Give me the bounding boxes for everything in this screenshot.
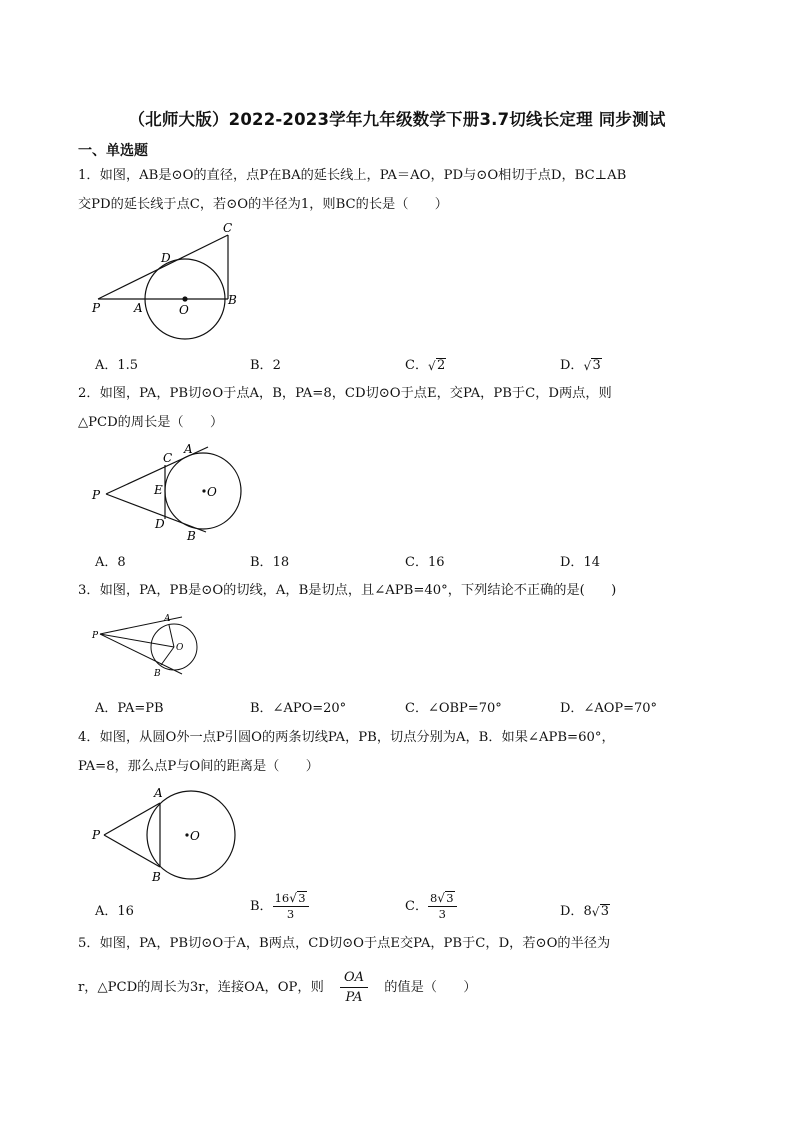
question-1-figure (88, 218, 248, 346)
q1-label-a: A (134, 301, 143, 315)
question-1-text (78, 161, 718, 219)
q3-option-d[interactable]: D．∠AOP=70° (560, 701, 658, 716)
q1-label-c: C (223, 221, 233, 235)
question-2-line-1: 2．如图，PA，PB切⊙O于点A，B，PA=8，CD切⊙O于点E，交PA，PB于C，D两点，则 (78, 386, 612, 401)
q4-option-a[interactable]: A．16 (95, 904, 134, 919)
q4-tangent-pb (104, 835, 160, 867)
q3-tangent-pb (100, 634, 182, 674)
question-4-text (78, 723, 718, 781)
q1-label-b: B (228, 293, 237, 307)
question-3-text (78, 576, 718, 605)
question-2-line-2: △PCD的周长是（ ） (78, 415, 224, 430)
q3-label-a: A (164, 614, 171, 624)
q3-line-po (100, 634, 174, 647)
q3-option-b[interactable]: B．∠APO=20° (250, 701, 347, 716)
q2-option-b[interactable]: B．18 (250, 555, 290, 570)
q2-option-a[interactable]: A．8 (95, 555, 126, 570)
q3-label-o: O (176, 643, 184, 653)
q3-radius-ob (161, 647, 174, 665)
q2-label-d: D (155, 517, 165, 531)
section-heading: 一、单选题 (78, 143, 148, 159)
question-1-line-1: 1．如图，AB是⊙O的直径，点P在BA的延长线上，PA＝AO，PD与⊙O相切于点D，BC⊥AB (78, 168, 627, 183)
q2-label-p: P (92, 488, 101, 502)
question-4-line-1: 4．如图，从圆O外一点P引圆O的两条切线PA，PB，切点分别为A，B．如果∠APB=60°， (78, 730, 615, 745)
q2-label-a: A (184, 442, 193, 456)
question-2-figure (88, 440, 248, 545)
q2-label-o: O (207, 485, 217, 499)
q4-label-b: B (152, 870, 161, 884)
question-5-line-1: 5．如图，PA，PB切⊙O于A，B两点，CD切⊙O于点E交PA，PB于C，D，若⊙O的半径为 (78, 936, 611, 951)
q2-option-c[interactable]: C．16 (405, 555, 445, 570)
q4-tangent-pa (104, 803, 160, 835)
question-4-line-2: PA=8，那么点P与O间的距离是（ ） (78, 759, 319, 774)
q5-fraction: $\frac{OA}{PA}$ (340, 968, 368, 1007)
q4-option-d[interactable]: D．8 √ 3 (560, 904, 609, 919)
q1-option-b[interactable]: B．2 (250, 358, 281, 373)
q3-option-a[interactable]: A．PA=PB (95, 701, 164, 716)
q4-center-dot (185, 833, 188, 836)
q1-option-a[interactable]: A．1.5 (95, 358, 139, 373)
question-3-line-1: 3．如图，PA，PB是⊙O的切线，A，B是切点，且∠APB=40°，下列结论不正确的是( ) (78, 583, 617, 598)
q4-label-p: P (92, 828, 101, 842)
question-5-line-2: r，△PCD的周长为3r，连接OA，OP，则 $\frac{OA}{PA}$ 的值是（ ） (78, 970, 477, 1005)
q1-label-d: D (161, 251, 171, 265)
q2-label-e: E (154, 483, 163, 497)
q2-center-dot (202, 489, 205, 492)
question-4-figure (88, 785, 248, 887)
q4-option-b[interactable]: B． 16 √ 3 3 (250, 891, 309, 922)
q1-option-d[interactable]: D． √ 3 (560, 358, 601, 373)
question-1-line-2: 交PD的延长线于点C，若⊙O的半径为1，则BC的长是（ ） (78, 197, 448, 212)
q2-label-b: B (187, 529, 196, 543)
q3-option-c[interactable]: C．∠OBP=70° (405, 701, 502, 716)
q3-label-b: B (154, 669, 161, 679)
q3-radius-oa (169, 625, 174, 647)
q1-option-c[interactable]: C． √ 2 (405, 358, 446, 373)
question-5-text (78, 929, 718, 958)
q1-label-p: P (92, 301, 101, 315)
q1-center-dot (182, 296, 187, 301)
q3-label-p: P (92, 631, 99, 641)
question-3-figure (90, 612, 200, 682)
question-2-text (78, 379, 718, 437)
q4-label-o: O (190, 829, 200, 843)
q4-label-a: A (154, 786, 163, 800)
worksheet-title: （北师大版）2022-2023学年九年级数学下册3.7切线长定理 同步测试 (128, 110, 666, 129)
q1-label-o: O (179, 303, 189, 317)
q2-option-d[interactable]: D．14 (560, 555, 600, 570)
q4-option-c[interactable]: C． 8 √ 3 3 (405, 891, 457, 922)
q2-label-c: C (163, 451, 173, 465)
